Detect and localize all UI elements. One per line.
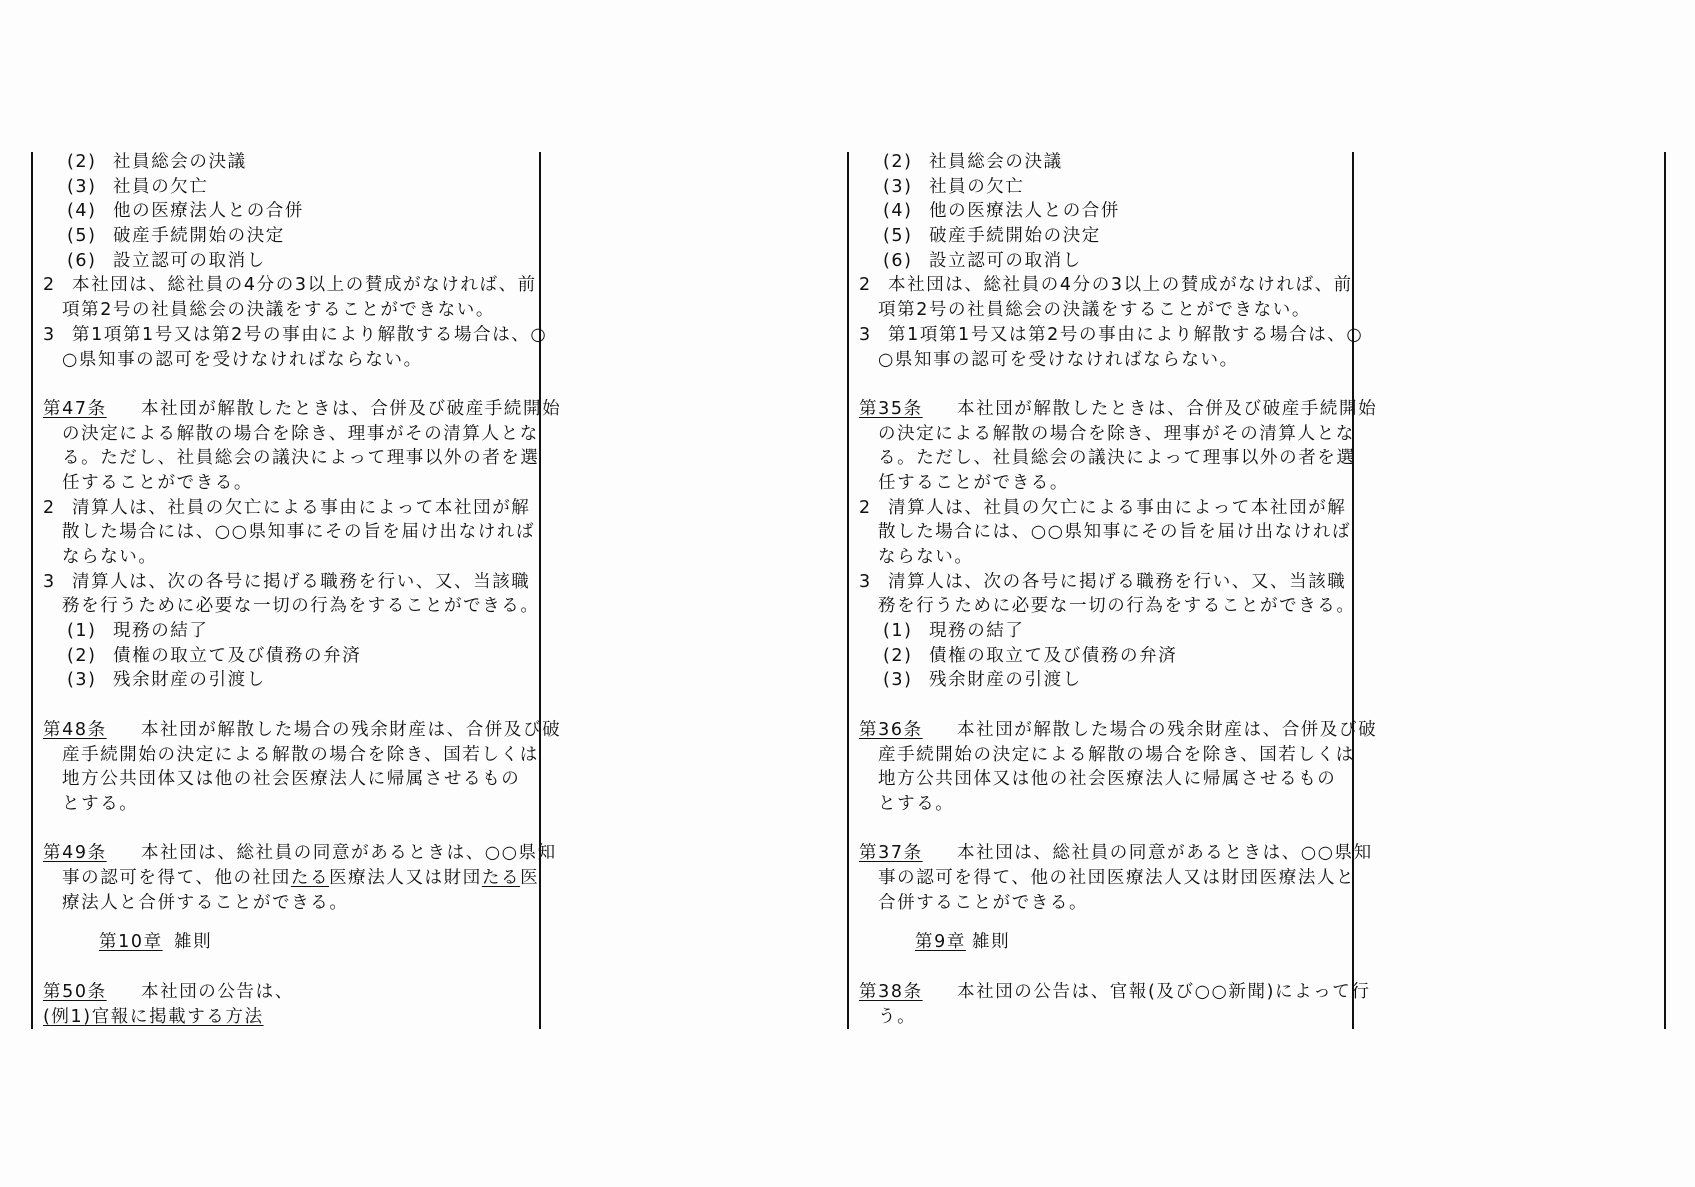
underlined-change: たる bbox=[290, 867, 330, 888]
list-item: (2) 債権の取立て及び債務の弁済 bbox=[883, 645, 1178, 666]
example-1-underlined: (例1)官報に掲載する方法 bbox=[43, 1006, 264, 1027]
list-item: (3) 残余財産の引渡し bbox=[883, 670, 1082, 691]
paragraph-2: 2 本社団は、総社員の4分の3以上の賛成がなければ、前 bbox=[859, 275, 1353, 296]
underlined-change: たる bbox=[481, 867, 521, 888]
column-rule-left-old-outer bbox=[31, 152, 33, 1029]
list-item: (3) 残余財産の引渡し bbox=[67, 670, 266, 691]
list-item: (5) 破産手続開始の決定 bbox=[883, 226, 1101, 247]
paragraph-3: 3 清算人は、次の各号に掲げる職務を行い、又、当該職 bbox=[43, 571, 531, 592]
article-heading: 第38条 bbox=[859, 982, 923, 1002]
paragraph-3: 3 第1項第1号又は第2号の事由により解散する場合は、○ bbox=[859, 324, 1364, 345]
list-item: (4) 他の医療法人との合併 bbox=[883, 201, 1120, 222]
list-item: (2) 社員総会の決議 bbox=[883, 152, 1063, 172]
article-heading: 第37条 bbox=[859, 843, 923, 864]
column-rule-left-old-inner bbox=[539, 152, 541, 1029]
article-heading: 第36条 bbox=[859, 719, 923, 740]
paragraph-2: 2 本社団は、総社員の4分の3以上の賛成がなければ、前 bbox=[43, 275, 537, 296]
list-item: (2) 社員総会の決議 bbox=[67, 152, 247, 172]
list-item: (3) 社員の欠亡 bbox=[883, 176, 1025, 197]
article-36: 第36条 本社団が解散した場合の残余財産は、合併及び破 bbox=[859, 718, 1351, 743]
article-heading: 第50条 bbox=[43, 982, 107, 1002]
chapter-heading: 第10章 雑則 bbox=[99, 932, 213, 953]
paragraph-line: ○県知事の認可を受けなければならない。 bbox=[62, 349, 423, 370]
list-item: (4) 他の医療法人との合併 bbox=[67, 201, 304, 222]
paragraph-2: 2 清算人は、社員の欠亡による事由によって本社団が解 bbox=[859, 497, 1347, 518]
article-heading: 第35条 bbox=[859, 398, 923, 419]
paragraph-3: 3 第1項第1号又は第2号の事由により解散する場合は、○ bbox=[43, 324, 548, 345]
article-heading: 第47条 bbox=[43, 398, 107, 419]
list-item: (1) 現務の結了 bbox=[883, 621, 1025, 642]
article-37: 第37条 本社団は、総社員の同意があるときは、○○県知 bbox=[859, 841, 1351, 866]
paragraph-line: 項第2号の社員総会の決議をすることができない。 bbox=[62, 300, 495, 321]
article-heading: 第49条 bbox=[43, 843, 107, 864]
list-item: (6) 設立認可の取消し bbox=[67, 250, 266, 271]
list-item: (5) 破産手続開始の決定 bbox=[67, 226, 285, 247]
list-item: (6) 設立認可の取消し bbox=[883, 250, 1082, 271]
list-item: (1) 現務の結了 bbox=[67, 621, 209, 642]
paragraph-2: 2 清算人は、社員の欠亡による事由によって本社団が解 bbox=[43, 497, 531, 518]
list-item: (3) 社員の欠亡 bbox=[67, 176, 209, 197]
article-heading: 第48条 bbox=[43, 719, 107, 740]
article-47: 第47条 本社団が解散したときは、合併及び破産手続開始 bbox=[43, 397, 535, 422]
column-rule-far-right bbox=[1664, 152, 1666, 1029]
list-item: (2) 債権の取立て及び債務の弁済 bbox=[67, 645, 362, 666]
article-50: 第50条 本社団の公告は、 bbox=[43, 980, 535, 1005]
article-49: 第49条 本社団は、総社員の同意があるときは、○○県知 bbox=[43, 841, 535, 866]
article-38: 第38条 本社団の公告は、官報(及び○○新聞)によって行 bbox=[859, 980, 1351, 1005]
right-column-current-text: (2) 社員総会の決議 (3) 社員の欠亡 (4) 他の医療法人との合併 (5) 破産手続開始の決定 (6) 設立認可の取消し 2 本社団は、総社員の4分の3以上の賛成がなければ、前 項第2号の社員総会の決議をすることができない。 3 第1項第1号又は第2号の事由により解散する場合は、○ ○県知事の認可を受けなければならない。 第35条 本社団が解散したときは、合併及び破産手続開始 の決定による解散の場合を除き、理事がその清算人とな る。ただし、社員総会の議決によって理事以外の者を選 任することができる。 2 清算人は、社員の欠亡による事由によって本社団が解 散した場合には、○○県知事にその旨を届け出なければ ならない。 3 清算人は、次の各号に掲げる職務を行い、又、当該職 務を行うために必要な一切の行為をすることができる。 (1) 現務の結了 (2) 債権の取立て及び債務の弁済 (3) 残余財産の引渡し 第36条 本社団が解散した場合の残余財産は、合併及び破 産手続開始の決定による解散の場合を除き、国若しくは 地方公共団体又は他の社会医療法人に帰属させるもの とする。 第37条 本社団は、総社員の同意があるときは、○○県知 事の認可を得て、他の社団医療法人又は財団医療法人と 合併することができる。 第9章 雑則 第38条 本社団の公告は、官報(及び○○新聞)によって行 う。 bbox=[859, 152, 1378, 1027]
left-column-revised-text: (2) 社員総会の決議 (3) 社員の欠亡 (4) 他の医療法人との合併 (5) 破産手続開始の決定 (6) 設立認可の取消し 2 本社団は、総社員の4分の3以上の賛成がなければ、前 項第2号の社員総会の決議をすることができない。 3 第1項第1号又は第2号の事由により解散する場合は、○ ○県知事の認可を受けなければならない。 第47条 本社団が解散したときは、合併及び破産手続開始 の決定による解散の場合を除き、理事がその清算人とな る。ただし、社員総会の議決によって理事以外の者を選 任することができる。 2 清算人は、社員の欠亡による事由によって本社団が解 散した場合には、○○県知事にその旨を届け出なければ ならない。 3 清算人は、次の各号に掲げる職務を行い、又、当該職 務を行うために必要な一切の行為をすることができる。 (1) 現務の結了 (2) 債権の取立て及び債務の弁済 (3) 残余財産の引渡し 第48条 本社団が解散した場合の残余財産は、合併及び破 産手続開始の決定による解散の場合を除き、国若しくは 地方公共団体又は他の社会医療法人に帰属させるもの とする。 第49条 本社団は、総社員の同意があるときは、○○県知 事の認可を得て、他の社団たる医療法人又は財団たる医 療法人と合併することができる。 第10章 雑則 第50条 本社団の公告は、 (例1)官報に掲載する方法 bbox=[43, 150, 535, 1029]
article-48: 第48条 本社団が解散した場合の残余財産は、合併及び破 bbox=[43, 718, 535, 743]
chapter-heading: 第9章 雑則 bbox=[915, 932, 1011, 953]
article-35: 第35条 本社団が解散したときは、合併及び破産手続開始 bbox=[859, 397, 1351, 422]
column-rule-right-new-outer bbox=[847, 152, 849, 1029]
paragraph-3: 3 清算人は、次の各号に掲げる職務を行い、又、当該職 bbox=[859, 571, 1347, 592]
